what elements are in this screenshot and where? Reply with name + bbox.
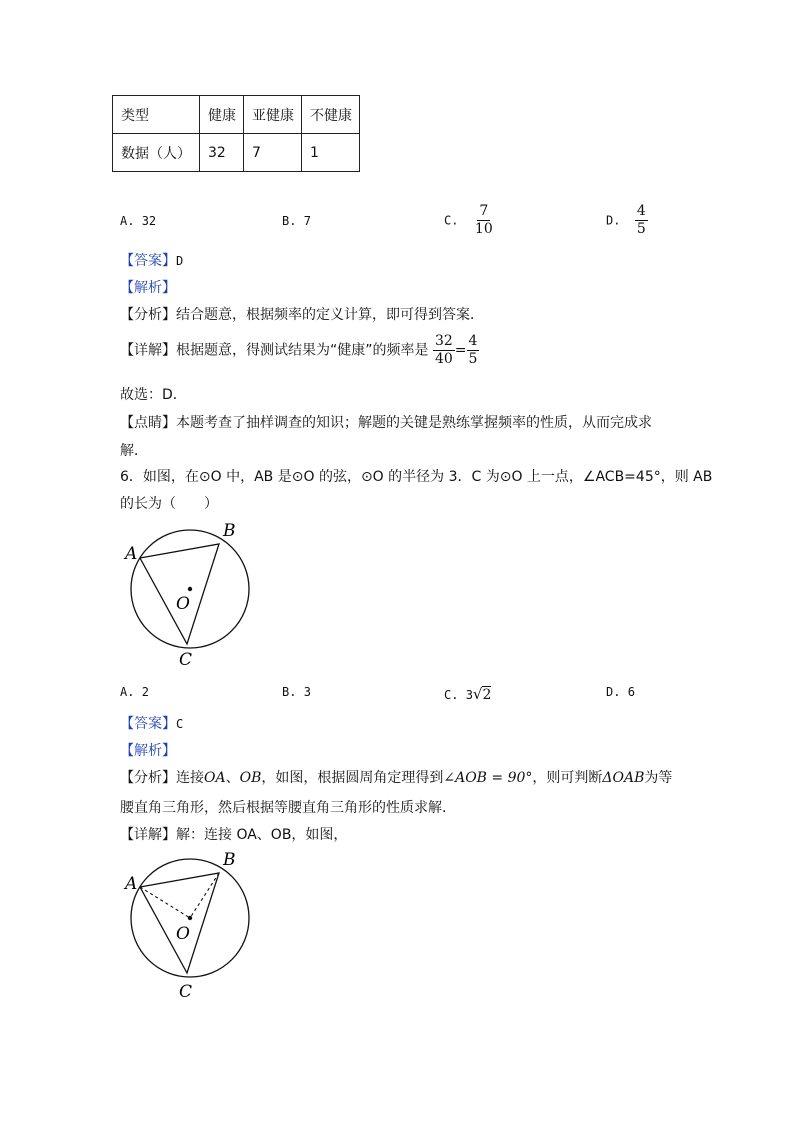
answer-tag: 【答案】	[120, 716, 176, 732]
option-d	[606, 685, 635, 699]
option-letter: A.	[120, 685, 135, 699]
table-cell: 亚健康	[244, 96, 302, 134]
radius-ob	[190, 873, 219, 918]
equals-sign: =	[454, 342, 467, 359]
label-b: B	[223, 521, 236, 541]
option-c	[444, 685, 491, 703]
answer-value: D	[176, 254, 184, 268]
segment-ob: OB	[239, 770, 262, 786]
sqrt-icon: √	[472, 685, 483, 703]
dianjing-text: 本题考查了抽样调查的知识；解题的关键是熟练掌握频率的性质，从而完成求	[176, 415, 652, 431]
radius-oa	[140, 887, 190, 918]
analysis-line-2: 腰直角三角形，然后根据等腰直角三角形的性质求解．	[120, 800, 456, 816]
fraction	[635, 203, 648, 238]
label-c: C	[179, 982, 193, 1002]
fraction-numerator: 4	[636, 203, 646, 219]
option-value: 32	[141, 214, 157, 228]
label-a: A	[125, 874, 138, 894]
table-cell: 32	[200, 134, 244, 172]
label-a: A	[125, 544, 138, 564]
label-o: O	[176, 594, 190, 614]
remark-line-2: 解．	[120, 443, 148, 459]
fenxi-tag: 【分析】	[120, 770, 176, 786]
data-table	[112, 95, 360, 172]
fraction-numerator: 32	[434, 333, 453, 349]
option-b	[282, 214, 311, 228]
answer-tag: 【答案】	[120, 253, 176, 269]
fenxi-text: 结合题意，根据频率的定义计算，即可得到答案．	[176, 307, 484, 323]
option-value: 6	[627, 685, 635, 699]
table-cell: 类型	[113, 96, 200, 134]
option-b	[282, 685, 311, 699]
option-value: 3	[465, 688, 473, 702]
option-c	[444, 203, 495, 238]
fenxi-text: ，则可判断	[532, 770, 603, 786]
analysis-tag: 【解析】	[120, 280, 176, 296]
detail-line	[120, 824, 347, 844]
center-point	[188, 587, 192, 591]
answer-line	[120, 713, 183, 733]
label-b: B	[223, 850, 236, 870]
label-o: O	[176, 924, 190, 944]
table-cell: 7	[244, 134, 302, 172]
triangle-abc	[140, 873, 219, 973]
segment-oa: OA	[204, 770, 226, 786]
option-letter: C.	[444, 213, 459, 228]
option-a	[120, 214, 156, 228]
fraction-denominator: 40	[434, 351, 453, 367]
fraction-denominator: 5	[468, 351, 478, 367]
fraction-numerator: 7	[479, 203, 489, 219]
circle-figure-with-radii	[118, 847, 258, 1007]
circle-figure	[118, 515, 258, 675]
option-value: 2	[141, 685, 149, 699]
fenxi-tag: 【分析】	[120, 307, 176, 323]
xiangjie-tag: 【详解】	[120, 827, 176, 843]
table-row	[113, 134, 360, 172]
xiangjie-text: 根据题意，得测试结果为“健康”的频率是	[176, 342, 429, 359]
fraction-denominator: 5	[636, 221, 646, 237]
table-cell: 不健康	[302, 96, 360, 134]
detail-line	[120, 333, 479, 368]
dianjing-tag: 【点睛】	[120, 415, 176, 431]
option-value: 7	[303, 214, 311, 228]
analysis-line	[120, 304, 484, 324]
center-point	[188, 916, 192, 920]
option-letter: A.	[120, 214, 135, 228]
triangle-oab: ΔOAB	[602, 770, 645, 786]
answer-value: C	[176, 717, 184, 731]
option-letter: D.	[606, 685, 621, 699]
choice-line: 故选：D．	[120, 387, 187, 403]
table-cell: 健康	[200, 96, 244, 134]
fenxi-text: 为等	[644, 770, 673, 786]
option-a	[120, 685, 149, 699]
xiangjie-tag: 【详解】	[120, 342, 176, 359]
option-letter: C.	[444, 688, 459, 702]
separator: 、	[225, 770, 240, 786]
fraction	[467, 333, 480, 368]
option-letter: B.	[282, 685, 297, 699]
fenxi-text: 连接	[176, 770, 204, 786]
option-letter: B.	[282, 214, 297, 228]
question-stem: 6．如图，在⊙O 中，AB 是⊙O 的弦，⊙O 的半径为 3．C 为⊙O 上一点，∠ACB=45°，则 AB	[120, 469, 713, 485]
fraction	[473, 203, 495, 238]
remark-line	[120, 412, 652, 432]
fraction-denominator: 10	[474, 221, 493, 237]
sqrt-radicand: 2	[482, 687, 492, 703]
option-letter: D.	[606, 213, 621, 228]
table-row	[113, 96, 360, 134]
question-stem-2: 的长为（ ）	[120, 496, 218, 512]
option-value: 3	[303, 685, 311, 699]
option-d	[606, 203, 648, 238]
xiangjie-text: 解：连接 OA、OB，如图，	[176, 827, 348, 843]
label-c: C	[179, 650, 193, 670]
answer-line	[120, 250, 183, 270]
fraction-numerator: 4	[468, 333, 478, 349]
fraction	[433, 333, 455, 368]
fenxi-text: ，如图，根据圆周角定理得到	[261, 770, 444, 786]
analysis-tag: 【解析】	[120, 743, 176, 759]
analysis-line	[120, 767, 672, 787]
table-cell: 1	[302, 134, 360, 172]
angle-aob: ∠AOB = 90°	[443, 770, 533, 786]
table-cell: 数据（人）	[113, 134, 200, 172]
